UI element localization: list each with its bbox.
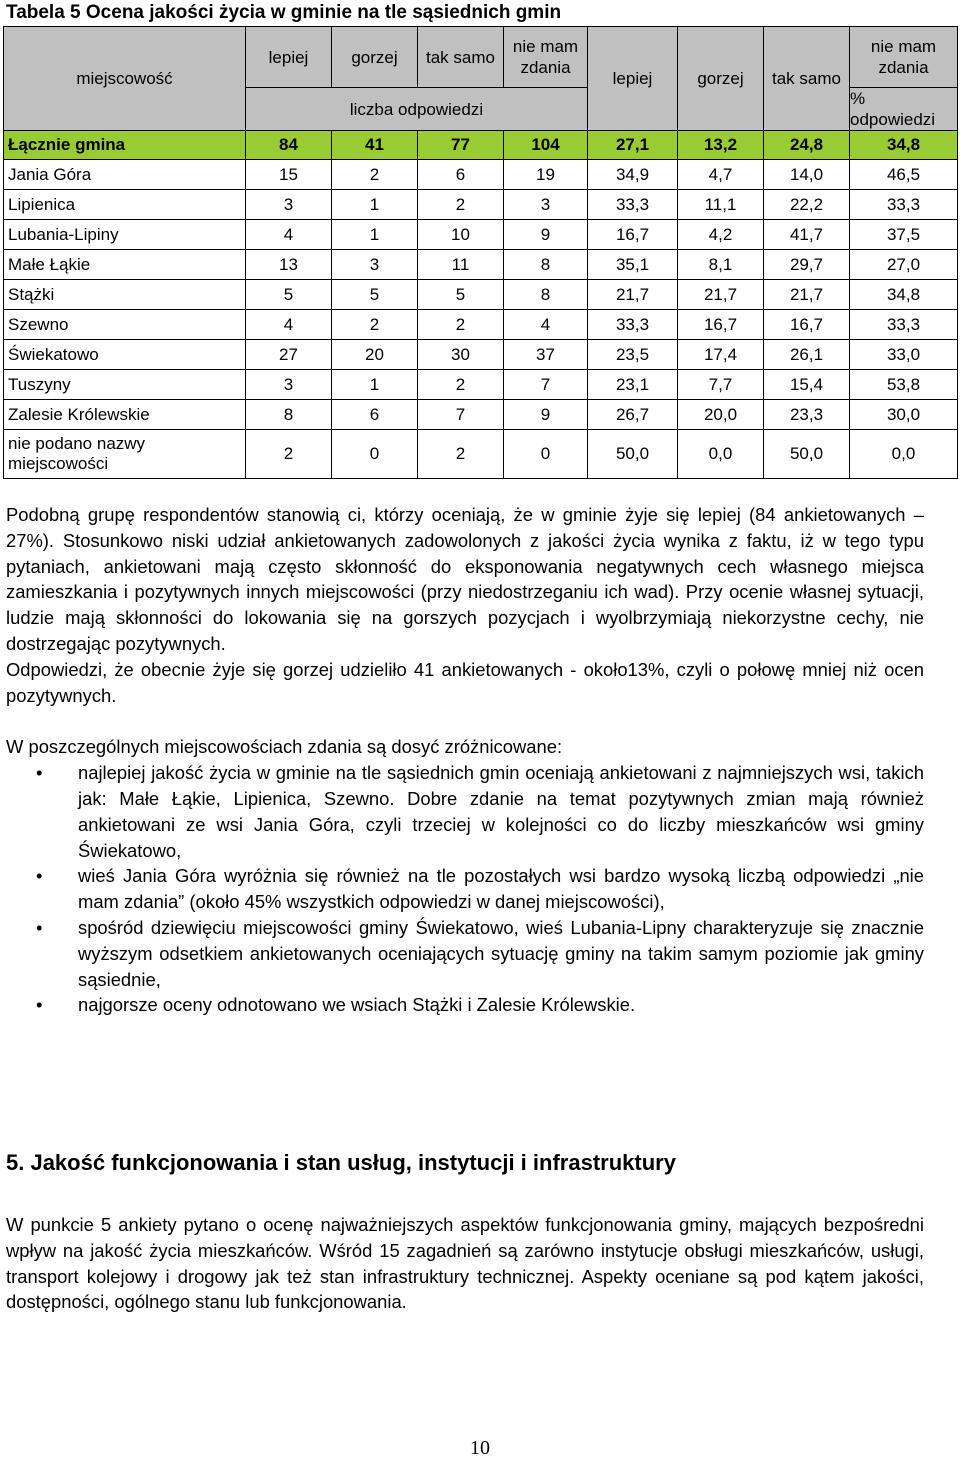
row-value: 33,3 <box>850 190 958 220</box>
row-value: 14,0 <box>764 160 850 190</box>
table-caption: Tabela 5 Ocena jakości życia w gminie na tle sąsiednich gmin <box>6 2 562 23</box>
header-col: nie mam zdania <box>504 27 588 88</box>
row-value: 2 <box>418 310 504 340</box>
row-value: 22,2 <box>764 190 850 220</box>
list-item <box>6 760 924 863</box>
row-value: 8,1 <box>678 250 764 280</box>
row-name: Lipienica <box>4 190 246 220</box>
row-value: 29,7 <box>764 250 850 280</box>
row-value: 13 <box>246 250 332 280</box>
bullet-icon: • <box>36 865 43 887</box>
row-name: Szewno <box>4 310 246 340</box>
row-value: 34,8 <box>850 280 958 310</box>
row-value: 33,3 <box>850 310 958 340</box>
row-value: 15,4 <box>764 370 850 400</box>
table-row <box>4 340 958 370</box>
row-value: 30,0 <box>850 400 958 430</box>
row-value: 35,1 <box>588 250 678 280</box>
row-value: 41 <box>332 131 418 160</box>
row-value: 11 <box>418 250 504 280</box>
header-col: tak samo <box>764 27 850 131</box>
row-value: 1 <box>332 220 418 250</box>
row-value: 4 <box>504 310 588 340</box>
table-body <box>4 131 958 479</box>
row-value: 4 <box>246 220 332 250</box>
row-name: Świekatowo <box>4 340 246 370</box>
row-value: 2 <box>332 310 418 340</box>
section-text <box>6 1212 924 1315</box>
paragraph: W poszczególnych miejscowościach zdania są dosyć zróżnicowane: <box>6 736 563 758</box>
row-value: 27,1 <box>588 131 678 160</box>
row-value: 0,0 <box>678 430 764 479</box>
row-value: 5 <box>246 280 332 310</box>
row-value: 5 <box>418 280 504 310</box>
row-name: Lubania-Lipiny <box>4 220 246 250</box>
list-item-text: spośród dziewięciu miejscowości gminy Świekatowo, wieś Lubania-Lipny charakteryzuje się znacznie wyższym odsetkiem ankietowanych oceniających sytuację gminy na takim samym poziomie jak gminy sąsiednie, <box>78 916 924 990</box>
row-value: 33,0 <box>850 340 958 370</box>
header-col: gorzej <box>332 27 418 88</box>
bullet-icon: • <box>36 994 43 1016</box>
row-value: 2 <box>418 370 504 400</box>
row-value: 20,0 <box>678 400 764 430</box>
header-group-counts: liczba odpowiedzi <box>246 88 588 131</box>
row-value: 17,4 <box>678 340 764 370</box>
table-row <box>4 190 958 220</box>
header-col: nie mam zdania <box>850 27 958 88</box>
row-value: 21,7 <box>588 280 678 310</box>
row-value: 33,3 <box>588 190 678 220</box>
row-value: 23,3 <box>764 400 850 430</box>
row-value: 4,2 <box>678 220 764 250</box>
row-value: 2 <box>418 190 504 220</box>
header-col: lepiej <box>588 27 678 131</box>
quality-of-life-table <box>3 26 958 479</box>
table-row <box>4 280 958 310</box>
table-row <box>4 370 958 400</box>
bullet-list <box>6 760 924 1018</box>
row-value: 77 <box>418 131 504 160</box>
row-value: 84 <box>246 131 332 160</box>
row-value: 7 <box>504 370 588 400</box>
row-value: 37 <box>504 340 588 370</box>
table-row <box>4 310 958 340</box>
table-row <box>4 250 958 280</box>
list-item-text: wieś Jania Góra wyróżnia się również na tle pozostałych wsi bardzo wysoką liczbą odpowiedzi „nie mam zdania” (około 45% wszystkich odpowiedzi w danej miejscowości), <box>78 865 924 913</box>
row-name: nie podano nazwy miejscowości <box>4 430 246 479</box>
row-value: 46,5 <box>850 160 958 190</box>
row-value: 24,8 <box>764 131 850 160</box>
row-value: 11,1 <box>678 190 764 220</box>
row-value: 21,7 <box>764 280 850 310</box>
row-value: 8 <box>246 400 332 430</box>
total-row <box>4 131 958 160</box>
list-item-text: najlepiej jakość życia w gminie na tle sąsiednich gmin oceniają ankietowani z najmniejszych wsi, takich jak: Małe Łąkie, Lipienica, Szewno. Dobre zdanie na temat pozytywnych zmian mają również ankietowani ze wsi Jania Góra, czyli trzeciej w kolejności co do liczby mieszkańców wsi gminy Świekatowo, <box>78 762 924 861</box>
row-value: 0 <box>332 430 418 479</box>
row-value: 41,7 <box>764 220 850 250</box>
table-row <box>4 400 958 430</box>
row-value: 8 <box>504 280 588 310</box>
header-col: lepiej <box>246 27 332 88</box>
row-value: 16,7 <box>588 220 678 250</box>
row-value: 34,9 <box>588 160 678 190</box>
header-row <box>4 27 958 88</box>
row-value: 3 <box>332 250 418 280</box>
row-value: 50,0 <box>764 430 850 479</box>
row-value: 7,7 <box>678 370 764 400</box>
row-value: 15 <box>246 160 332 190</box>
row-name: Zalesie Królewskie <box>4 400 246 430</box>
row-value: 9 <box>504 220 588 250</box>
row-value: 6 <box>418 160 504 190</box>
row-value: 2 <box>332 160 418 190</box>
paragraph: W punkcie 5 ankiety pytano o ocenę najważniejszych aspektów funkcjonowania gminy, mających bezpośredni wpływ na jakość życia mieszkańców. Wśród 15 zagadnień są zarówno instytucje obsługi mieszkańców, usługi, transport kolejowy i drogowy jak też stan infrastruktury technicznej. Aspekty oceniane są pod kątem jakości, dostępności, ogólnego stanu lub funkcjonowania. <box>6 1214 924 1313</box>
row-value: 0 <box>504 430 588 479</box>
row-value: 23,1 <box>588 370 678 400</box>
row-value: 2 <box>246 430 332 479</box>
list-item <box>6 863 924 915</box>
page-number: 10 <box>470 1437 490 1459</box>
row-name: Stążki <box>4 280 246 310</box>
row-value: 104 <box>504 131 588 160</box>
header-col: tak samo <box>418 27 504 88</box>
row-value: 13,2 <box>678 131 764 160</box>
row-name: Łącznie gmina <box>4 131 246 160</box>
header-place: miejscowość <box>4 27 246 131</box>
row-value: 34,8 <box>850 131 958 160</box>
row-value: 16,7 <box>764 310 850 340</box>
row-value: 2 <box>418 430 504 479</box>
row-value: 4,7 <box>678 160 764 190</box>
row-value: 3 <box>504 190 588 220</box>
row-value: 20 <box>332 340 418 370</box>
header-group-percent: % odpowiedzi <box>850 88 958 131</box>
row-value: 26,1 <box>764 340 850 370</box>
row-value: 3 <box>246 370 332 400</box>
row-value: 3 <box>246 190 332 220</box>
row-value: 7 <box>418 400 504 430</box>
list-item-text: najgorsze oceny odnotowano we wsiach Stążki i Zalesie Królewskie. <box>78 994 636 1016</box>
row-value: 6 <box>332 400 418 430</box>
paragraph: Odpowiedzi, że obecnie żyje się gorzej udzieliło 41 ankietowanych - około13%, czyli o połowę mniej niż ocen pozytywnych. <box>6 658 924 706</box>
row-name: Małe Łąkie <box>4 250 246 280</box>
row-value: 8 <box>504 250 588 280</box>
row-value: 1 <box>332 190 418 220</box>
table-row <box>4 220 958 250</box>
row-name: Jania Góra <box>4 160 246 190</box>
row-value: 53,8 <box>850 370 958 400</box>
row-value: 1 <box>332 370 418 400</box>
list-item <box>6 992 924 1018</box>
bullet-icon: • <box>36 916 43 938</box>
row-value: 50,0 <box>588 430 678 479</box>
body-text <box>6 502 924 1018</box>
row-value: 9 <box>504 400 588 430</box>
table-row <box>4 430 958 479</box>
row-value: 26,7 <box>588 400 678 430</box>
row-value: 10 <box>418 220 504 250</box>
row-value: 21,7 <box>678 280 764 310</box>
row-value: 4 <box>246 310 332 340</box>
row-value: 16,7 <box>678 310 764 340</box>
row-name: Tuszyny <box>4 370 246 400</box>
bullet-icon: • <box>36 762 43 784</box>
row-value: 37,5 <box>850 220 958 250</box>
row-value: 5 <box>332 280 418 310</box>
table-row <box>4 160 958 190</box>
list-item <box>6 915 924 992</box>
section-heading: 5. Jakość funkcjonowania i stan usług, instytucji i infrastruktury <box>6 1150 676 1175</box>
row-value: 27,0 <box>850 250 958 280</box>
row-value: 23,5 <box>588 340 678 370</box>
row-value: 27 <box>246 340 332 370</box>
row-value: 30 <box>418 340 504 370</box>
row-value: 19 <box>504 160 588 190</box>
row-value: 0,0 <box>850 430 958 479</box>
paragraph: Podobną grupę respondentów stanowią ci, którzy oceniają, że w gminie żyje się lepiej (84 ankietowanych – 27%). Stosunkowo niski udział ankietowanych zadowolonych z jakości życia wynika z faktu, iż w tego typu pytaniach, ankietowani mają często skłonność do eksponowania negatywnych cech własnego miejsca zamieszkania i pozytywnych innych miejscowości (przy niedostrzeganiu ich wad). Przy ocenie własnej sytuacji, ludzie mają skłonności do lokowania się na gorszych pozycjach i wyolbrzymiają niekorzystne cechy, nie dostrzegając pozytywnych. <box>6 504 924 654</box>
header-col: gorzej <box>678 27 764 131</box>
row-value: 33,3 <box>588 310 678 340</box>
